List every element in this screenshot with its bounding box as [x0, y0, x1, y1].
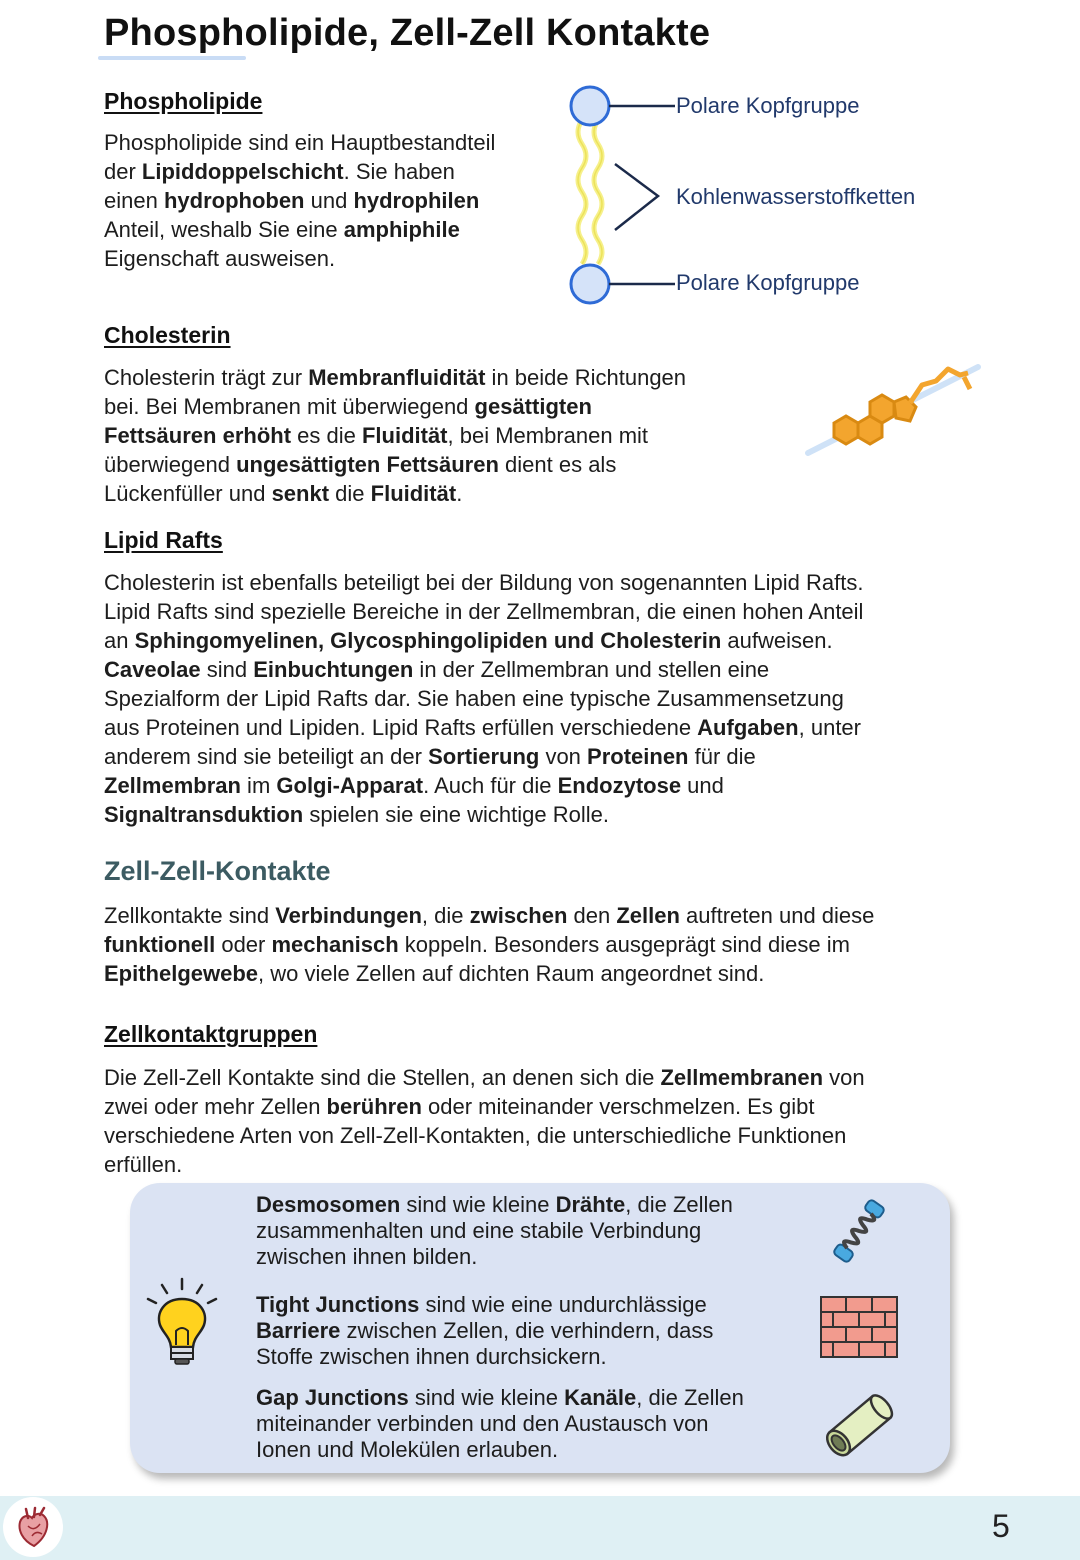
section-heading-cholesterin: Cholesterin: [104, 322, 231, 348]
phospholipide-paragraph: Phospholipide sind ein Hauptbestandteil der Lipiddoppelschicht. Sie haben einen hydrophoben und hydrophilen Anteil, weshalb Sie eine amphiphile Eigenschaft ausweisen.: [104, 130, 496, 271]
section-heading-phospholipide: Phospholipide: [104, 88, 263, 114]
zell-kontakte-paragraph: Zellkontakte sind Verbindungen, die zwischen den Zellen auftreten und diese funktionell oder mechanisch koppeln. Besonders ausgeprägt sind diese im Epithelgewebe, wo viele Zellen auf dichten Raum angeordnet sind.: [104, 903, 875, 986]
page-number: 5: [992, 1508, 1010, 1544]
info-desmosomen: Desmosomen sind wie kleine Drähte, die Zellen zusammenhalten und eine stabile Verbindung zwischen ihnen bilden.: [256, 1192, 733, 1269]
label-polar-head-bottom: Polare Kopfgruppe: [676, 270, 860, 295]
tube-icon: [818, 1385, 902, 1465]
lipid-rafts-paragraph: Cholesterin ist ebenfalls beteiligt bei der Bildung von sogenannten Lipid Rafts. Lipid Rafts sind spezielle Bereiche in der Zellmembran, die einen hohen Anteil an Sphingomyelinen, Glycosphingolipiden und Cholesterin aufweisen. Caveolae sind Einbuchtungen in der Zellmembran und stellen eine Spezialform der Lipid Rafts dar. Sie haben eine typische Zusammensetzung aus Proteinen und Lipiden. Lipid Rafts erfüllen verschiedene Aufgaben, unter anderem sind sie beteiligt an der Sortierung von Proteinen für die Zellmembran im Golgi-Apparat. Auch für die Endozytose und Signaltransduktion spielen sie eine wichtige Rolle.: [104, 570, 864, 827]
anatomical-heart-icon: [14, 1506, 54, 1550]
chain-bracket-icon: [615, 164, 658, 230]
spring-icon: [818, 1190, 900, 1272]
info-tight-junctions: Tight Junctions sind wie eine undurchlässige Barriere zwischen Zellen, die verhindern, dass Stoffe zwischen ihnen durchsickern.: [256, 1292, 714, 1369]
head-group-bottom: [571, 265, 609, 303]
phospholipid-diagram: [560, 80, 680, 310]
info-gap-junctions: Gap Junctions sind wie kleine Kanäle, die Zellen miteinander verbinden und den Austausch von Ionen und Molekülen erlauben.: [256, 1385, 744, 1462]
brick-wall-icon: [820, 1296, 898, 1358]
section-heading-lipid-rafts: Lipid Rafts: [104, 527, 223, 553]
label-hydrocarbon-chains: Kohlenwasserstoffketten: [676, 184, 916, 209]
title-highlight: [98, 56, 246, 60]
cholesterol-molecule-icon: [800, 355, 990, 465]
section-heading-zell-zell-kontakte: Zell-Zell-Kontakte: [104, 856, 331, 886]
label-polar-head-top: Polare Kopfgruppe: [676, 93, 860, 118]
head-group-top: [571, 87, 609, 125]
zellkontaktgruppen-paragraph: Die Zell-Zell Kontakte sind die Stellen, an denen sich die Zellmembranen von zwei oder mehr Zellen berühren oder miteinander verschmelzen. Es gibt verschiedene Arten von Zell-Zell-Kontakten, die unterschiedliche Funktionen erfüllen.: [104, 1065, 865, 1177]
hydrocarbon-chains: [578, 120, 602, 264]
light-bulb-icon: [140, 1275, 224, 1367]
cholesterin-paragraph: Cholesterin trägt zur Membranfluidität in beide Richtungen bei. Bei Membranen mit überwiegend gesättigten Fettsäuren erhöht es die Fluidität, bei Membranen mit überwiegend ungesättigten Fettsäuren dient es als Lückenfüller und senkt die Fluidität.: [104, 365, 687, 506]
footer-bar: [0, 1496, 1080, 1560]
section-heading-zellkontaktgruppen: Zellkontaktgruppen: [104, 1021, 318, 1047]
page-title: Phospholipide, Zell-Zell Kontakte: [104, 12, 711, 54]
